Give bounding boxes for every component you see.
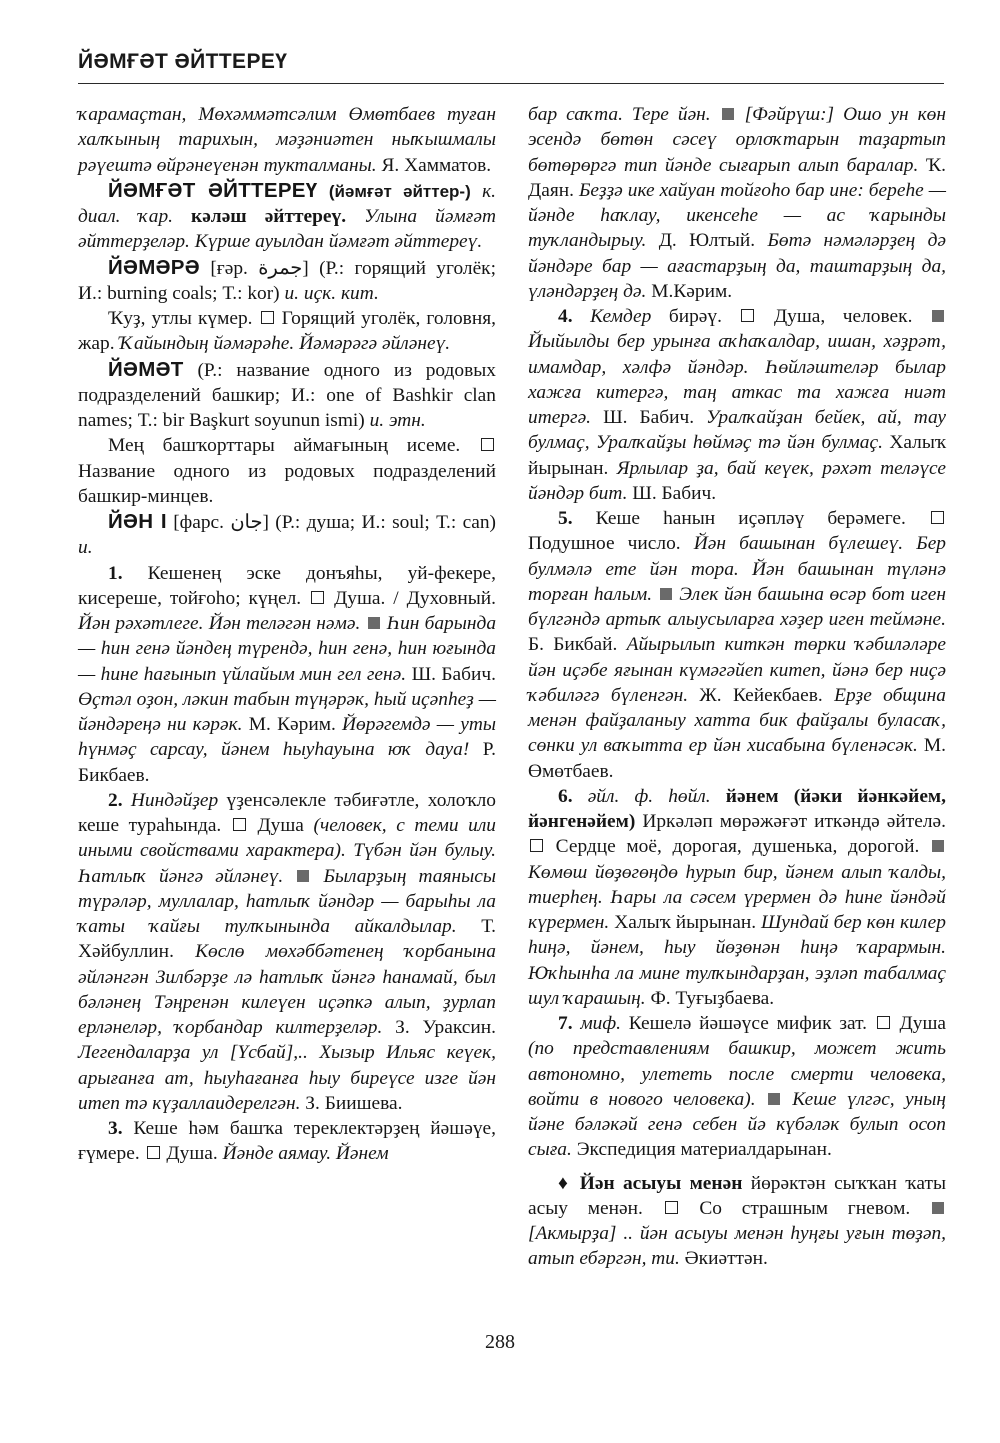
- entry-jamgat-aitereu: [78, 178, 496, 255]
- definition: үҙенсәлекле тәбиғәтле, холоҡло кеше тураһында.: [78, 789, 496, 836]
- quote-marker-icon: [932, 840, 944, 852]
- example-text: ҡарамаҫтан, Мөхәммәтсәлим Өмөтбаев туған халҡының тарихын, мәҙәниәтен ныҡышмалы рәүештә өйрәнеүенән тукталманы.: [78, 104, 496, 176]
- quotation: Элек йән башына өсәр бот иген бүлгәндә артыҡ алыусыларға хәҙер иген теймәне.: [528, 583, 946, 630]
- usage-example: Йән башынан бүлешеү. Бер булмәлә ете йән тора. Йән башынан түләнә торған һалым.: [528, 533, 946, 605]
- definition: Кешенең эске донъяһы, уй-фекере, кисереше, тойғоһо; күңел.: [78, 562, 496, 609]
- square-marker-icon: [481, 438, 494, 451]
- cross-reference: кәләш әйттереү.: [191, 206, 347, 227]
- grammar-marks: и.: [78, 537, 93, 559]
- sense: [78, 433, 496, 509]
- diamond-icon: ♦: [558, 1172, 572, 1194]
- square-marker-icon: [261, 311, 274, 324]
- definition: Мең башҡорттары аймағының исеме.: [108, 435, 461, 457]
- source-author: З. Ураксин.: [395, 1017, 496, 1038]
- source-author: З. Биишева.: [305, 1092, 403, 1114]
- quotation: Өҫтәл оҙон, ләкин табын түңәрәк, һый иҫәпһеҙ — йәндәреңә ни кәрәк.: [78, 688, 496, 735]
- sub-headword: йәнем: [725, 785, 779, 807]
- headword: ЙӘМӘРӘ: [108, 255, 200, 279]
- source-author: Д. Юлтый.: [658, 230, 756, 252]
- usage-example: Түбән йән булыу. Һатлыҡ йәнгә әйләнеү.: [78, 840, 496, 887]
- source-author: Ф. Туғыҙбаева.: [650, 987, 775, 1009]
- left-column: [78, 102, 496, 1167]
- sense-number: 7.: [558, 1013, 573, 1034]
- square-marker-icon: [147, 1146, 160, 1159]
- definition: Иркәләп мөрәжәғәт иткәндә әйтелә.: [642, 811, 946, 832]
- quotation: Ерҙе община менән файҙаланыу хатта бик файҙалы буласаҡ, сөнки ул ваҡытта ер йән хисабына бүленәсәк.: [528, 684, 946, 757]
- russian-equivalent: Душа: [899, 1013, 946, 1034]
- usage-example: Йән рәхәтлеге. Йән теләгән нәмә.: [78, 613, 361, 634]
- russian-gloss: (по представлениям башкир, может жить автономно, улететь после смерти человека, войти в нового человека).: [528, 1038, 946, 1110]
- sense-number: 3.: [108, 1118, 123, 1139]
- source-author: Халыҡ йырынан.: [614, 912, 757, 933]
- source-author: Экспедиция материалдарынан.: [576, 1139, 832, 1161]
- square-marker-icon: [311, 591, 324, 604]
- russian-equivalent: Душа, человек.: [773, 306, 913, 327]
- square-marker-icon: [530, 839, 543, 852]
- definition: Кешелә йәшәүсе мифик зат.: [628, 1013, 867, 1034]
- source-author: Ж. Кейекбаев.: [699, 684, 823, 706]
- source-author: Ш. Бабич.: [411, 663, 496, 685]
- source-author: М.Кәрим.: [651, 280, 733, 302]
- sense-7: [528, 1011, 946, 1163]
- quotation: Ярлылар ҙа, бай кеүек, рәхәт теләүсе йәндәр бит.: [528, 457, 946, 504]
- etymology: (Р.: название одного из родовых подразделений башкир; И.: one of Bashkir clan names; Т.: bir Başkurt soyunun ismi): [78, 359, 496, 431]
- usage-example: Йәнде аямау. Йәнем: [222, 1143, 389, 1165]
- headword: ЙӘМҒӘТ ӘЙТТЕРЕҮ: [108, 178, 318, 202]
- quotation: Көслө мөхәббәтенең ҡорбанына әйләнгән Зилбәрҙе лә һатлыҡ йәнгә һанамай, был бәләнең Тәңренән килеүен иҫәпкә алып, ҙурлап ерләнеләр, ҡорбандар килтерҙеләр.: [78, 941, 496, 1038]
- russian-equivalent: Со страшным гневом.: [699, 1197, 911, 1219]
- russian-equivalent: Название одного из родовых подразделений башкир-минцев.: [78, 460, 496, 507]
- definition: бирәү.: [668, 306, 722, 327]
- source-author: Т. Хәйбуллин.: [78, 916, 496, 963]
- sense-2: [78, 788, 496, 1116]
- definition: Кеше һәм башҡа тереклектәрҙең йәшәүе, ғүмере.: [78, 1118, 496, 1165]
- quote-marker-icon: [932, 1202, 944, 1214]
- running-head: ЙӘМҒӘТ ӘЙТТЕРЕҮ: [78, 50, 288, 73]
- entry-jamat: [78, 357, 496, 434]
- source-author: Халыҡ йырынан.: [528, 432, 946, 479]
- russian-equivalent: Душа. / Духовный.: [334, 587, 496, 609]
- entry-jan-1: [78, 509, 496, 561]
- phrase-headword: Йән асыуы менән: [579, 1172, 743, 1194]
- quote-marker-icon: [768, 1093, 780, 1105]
- russian-equivalent: Горящий уголёк, головня, жар.: [78, 308, 496, 355]
- quotation: Шундай бер көн килер һиңә, йәнем, һыу йөҙөнән һиңә ҡарармын. Юҡһынһа ла мине тулҡындарҙан, эҙләп табалмаҫ шул ҡарашың.: [528, 912, 946, 1009]
- definition-italic: Кемдер: [590, 306, 652, 327]
- usage-example: Улына йәмғәт әйттерҙеләр. Күрше ауылдан йәмғәт әйттереү.: [78, 206, 496, 253]
- definition: йөрәктән сыҡҡан ҡаты асыу менән.: [528, 1172, 946, 1219]
- headword-variant: (йәмғәт әйттер-): [328, 181, 471, 201]
- phrase-entry: [528, 1171, 946, 1272]
- sense-number: 2.: [108, 789, 123, 811]
- quotation: Йөрәгемдә — уты һүнмәҫ сарсау, йәнем һыуһауына юҡ дауа!: [78, 714, 496, 761]
- quote-marker-icon: [297, 870, 309, 882]
- usage-example: Ҡайындың йәмәрәһе. Йәмәрәгә әйләнеү.: [119, 333, 451, 355]
- source-author: Ш. Бабич.: [632, 482, 717, 504]
- source-author: Р. Бикбаев.: [78, 739, 496, 786]
- definition: Кеше һанын иҫәпләү берәмеге.: [595, 508, 906, 529]
- source-author: Б. Бикбай.: [528, 634, 618, 656]
- definition: Ҡуҙ, утлы күмер.: [108, 308, 253, 329]
- quotation: Бөтә нәмәләрҙең дә йәндәре бар — ағастарҙың да, таштарҙың да, үләндәрҙең дә.: [528, 230, 946, 302]
- square-marker-icon: [233, 818, 246, 831]
- etymology: [фарс. جان] (Р.: душа; И.: soul; Т.: can): [173, 512, 496, 533]
- etymology: [ғәр. جمرة] (Р.: горящий уголёк; И.: burning coals; Т.: kor): [78, 257, 496, 304]
- quotation: [Фәйрүш:] Ошо ун көн эсендә бөтөн сәсеү орлоҡтарын таҙартып бөтөрөргә тип йәнде сығарып алып баралар.: [528, 104, 946, 176]
- russian-equivalent: Сердце моё, дорогая, душенька, дорогой.: [555, 836, 920, 858]
- quotation: Быларҙың таянысы түрәләр, муллалар, һатлыҡ йәндәр — барыһы ла ҡаты ҡайғы тулҡынында айкалдылар.: [78, 865, 496, 937]
- square-marker-icon: [877, 1016, 890, 1029]
- headword: ЙӘН I: [108, 510, 167, 533]
- sense-3-continuation: [528, 102, 946, 304]
- right-column: [528, 102, 946, 1272]
- quote-marker-icon: [660, 588, 672, 600]
- sense-3: [78, 1116, 496, 1167]
- square-marker-icon: [741, 309, 754, 322]
- quotation: Кеше үлгәс, уның йәне бәләкәй генә себен йә күбәләк булып осоп сыға.: [528, 1088, 946, 1161]
- grammar-marks: к. диал. ҡар.: [78, 180, 496, 227]
- grammar-marks: әйл. ф. һөйл.: [587, 785, 711, 807]
- sense: [78, 306, 496, 357]
- entry-jamara: [78, 255, 496, 307]
- quote-marker-icon: [368, 617, 380, 629]
- quotation: Йыйылды бер урынға аҡһаҡалдар, ишан, хәҙрәт, имамдар, хәлфә йәндәр. Һөйләштеләр былар хажға китергә, таң аткас та хажға ниәт итергә.: [528, 331, 946, 428]
- sense-5: [528, 506, 946, 784]
- grammar-marks: и. этн.: [369, 410, 426, 431]
- russian-equivalent: Душа.: [166, 1143, 218, 1165]
- sense-4: [528, 304, 946, 506]
- quotation: Көмөш йөҙөгөңдө һурып бир, йәнем алып ҡалды, тиерһең. Һары ла сәсем үрермен дә һине йәндәй күрермен.: [528, 861, 946, 933]
- square-marker-icon: [931, 511, 944, 524]
- header-rule: [78, 83, 944, 84]
- usage-example: бар саҡта. Тере йән.: [528, 104, 711, 125]
- entry-continuation: [78, 102, 496, 178]
- definition-italic: Ниндәйҙер: [130, 789, 219, 811]
- source-author: Ш. Бабич.: [603, 407, 695, 428]
- source-author: Ҡ. Даян.: [528, 154, 946, 201]
- sub-headword-variants: (йәки йәнкәйем, йәнгенәйем): [528, 785, 946, 832]
- sense-number: 1.: [108, 562, 123, 584]
- sense-number: 6.: [558, 785, 573, 807]
- quotation: [Акмырҙа] .. йән асыуы менән һуңғы уғын төҙәп, атып ебәргән, ти.: [528, 1223, 946, 1270]
- russian-equivalent: Подушное число.: [528, 533, 681, 555]
- quotation: Һин барында — һин генә йәндең түрендә, һин генә, һин юғында — һине һағынып үйлайым мин гел генә.: [78, 613, 497, 685]
- quote-marker-icon: [722, 108, 734, 120]
- source-author: М. Кәрим.: [248, 714, 336, 735]
- sense-number: 5.: [558, 508, 573, 529]
- headword: ЙӘМӘТ: [108, 357, 184, 381]
- page-number: 288: [485, 1331, 515, 1353]
- russian-equivalent: Душа: [257, 815, 304, 836]
- quotation: Айырылып киткән төрки ҡәбиләләре йән иҫәбе яғынан күмәгәйеп китеп, йәнә бер ниҫә ҡәбиләгә бүленгән.: [528, 634, 946, 706]
- source-author: Я. Хамматов.: [381, 154, 492, 176]
- source-author: Әкиәттән.: [684, 1248, 768, 1270]
- quotation: Беҙҙә ике хайуан тойғоһо бар ине: береһе — йәнде һаҡлау, икенсеһе — ас ҡарынды туҡландырыу.: [528, 179, 946, 252]
- sense-1: [78, 561, 496, 788]
- sense-number: 4.: [558, 306, 573, 327]
- russian-gloss: (человек, с теми или иными свойствами характера).: [78, 815, 497, 862]
- grammar-marks: миф.: [580, 1013, 621, 1034]
- quotation: Легендаларҙа ул [Үсбай],.. Хызыр Ильяс кеүек, арығанға ат, һыуһағанға һыу биреүсе изге йән итеп тә күҙаллаидерелгән.: [78, 1042, 496, 1114]
- quotation: Уралҡайҙан бейек, ай, тау булмаҫ, Уралҡайҙы һөймәҫ тә йән булмаҫ.: [528, 407, 946, 454]
- grammar-marks: и. иҫк. кит.: [284, 282, 379, 304]
- source-author: М. Өмөтбаев.: [528, 735, 946, 782]
- sense-6: [528, 784, 946, 1011]
- quote-marker-icon: [932, 310, 944, 322]
- square-marker-icon: [665, 1201, 678, 1214]
